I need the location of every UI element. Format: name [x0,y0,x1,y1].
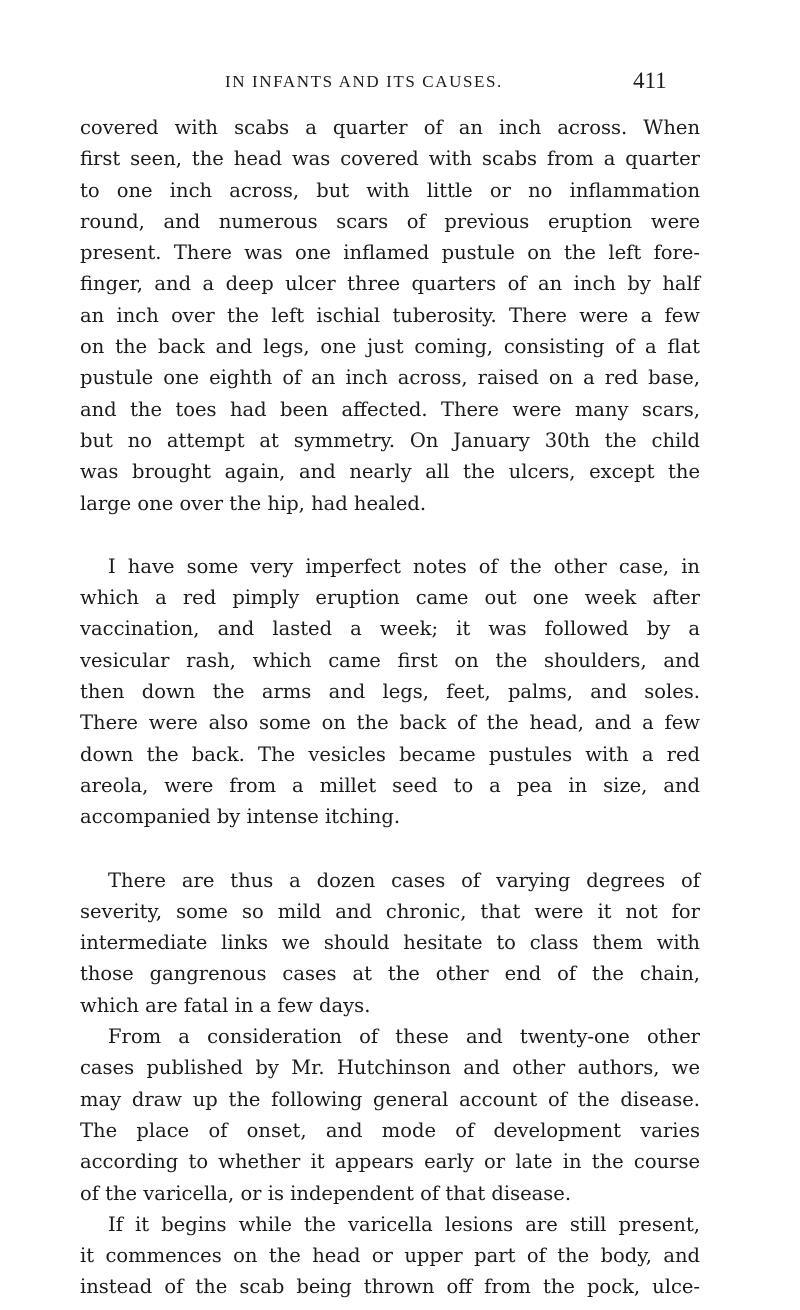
text-line: on the back and legs, one just coming, consisting of a flat [80,335,700,359]
text-line: down the back. The vesicles became pustules with a red [80,742,700,766]
paragraph [80,1021,700,1209]
text-line: From a consideration of these and twenty-one other [108,1025,700,1049]
text-line: it commences on the head or upper part of the body, and [80,1244,700,1268]
text-line: but no attempt at symmetry. On January 30th the child [80,428,700,452]
paragraph [80,551,700,833]
running-title: IN INFANTS AND ITS CAUSES. [225,72,503,91]
text-line: an inch over the left ischial tuberosity. There were a few [80,303,700,327]
text-line: cases published by Mr. Hutchinson and other authors, we [80,1056,700,1080]
text-line: those gangrenous cases at the other end of the chain, [80,962,700,986]
text-line: vaccination, and lasted a week; it was followed by a [80,617,700,641]
text-line: If it begins while the varicella lesions are still present, [108,1212,700,1236]
text-line: first seen, the head was covered with scabs from a quarter [80,147,700,171]
text-line: instead of the scab being thrown off from the pock, ulce- [80,1275,700,1299]
text-line: vesicular rash, which came first on the shoulders, and [80,648,700,672]
paragraph [80,1209,700,1303]
text-line: which a red pimply eruption came out one week after [80,586,700,610]
text-line: round, and numerous scars of previous eruption were [80,209,700,233]
text-line: severity, some so mild and chronic, that were it not for [80,899,700,923]
text-line: areola, were from a millet seed to a pea in size, and [80,773,700,797]
paragraph [80,112,700,519]
paragraph [80,865,700,1021]
text-line: large one over the hip, had healed. [80,491,427,515]
text-line: There are thus a dozen cases of varying degrees of [108,868,700,892]
text-line: and the toes had been affected. There were many scars, [80,397,700,421]
text-line: according to whether it appears early or late in the course [80,1150,700,1174]
text-line: present. There was one inflamed pustule on the left fore- [80,241,700,265]
page-number: 411 [633,68,667,93]
running-head [0,68,800,98]
text-line: covered with scabs a quarter of an inch across. When [80,116,700,139]
text-line: was brought again, and nearly all the ulcers, except the [80,460,700,484]
body-text [80,112,700,1303]
text-line: I have some very imperfect notes of the other case, in [108,554,700,578]
text-line: then down the arms and legs, feet, palms, and soles. [80,680,700,704]
text-line: of the varicella, or is independent of that disease. [80,1181,572,1205]
text-line: The place of onset, and mode of development varies [80,1118,700,1142]
text-line: which are fatal in a few days. [80,993,371,1017]
text-line: to one inch across, but with little or no inflammation [80,178,700,202]
text-line: intermediate links we should hesitate to class them with [80,931,700,955]
text-line: There were also some on the back of the head, and a few [80,711,700,735]
text-line: may draw up the following general account of the disease. [80,1087,700,1111]
text-line: pustule one eighth of an inch across, raised on a red base, [80,366,700,390]
text-line: finger, and a deep ulcer three quarters of an inch by half [80,272,700,296]
text-line: accompanied by intense itching. [80,805,401,829]
